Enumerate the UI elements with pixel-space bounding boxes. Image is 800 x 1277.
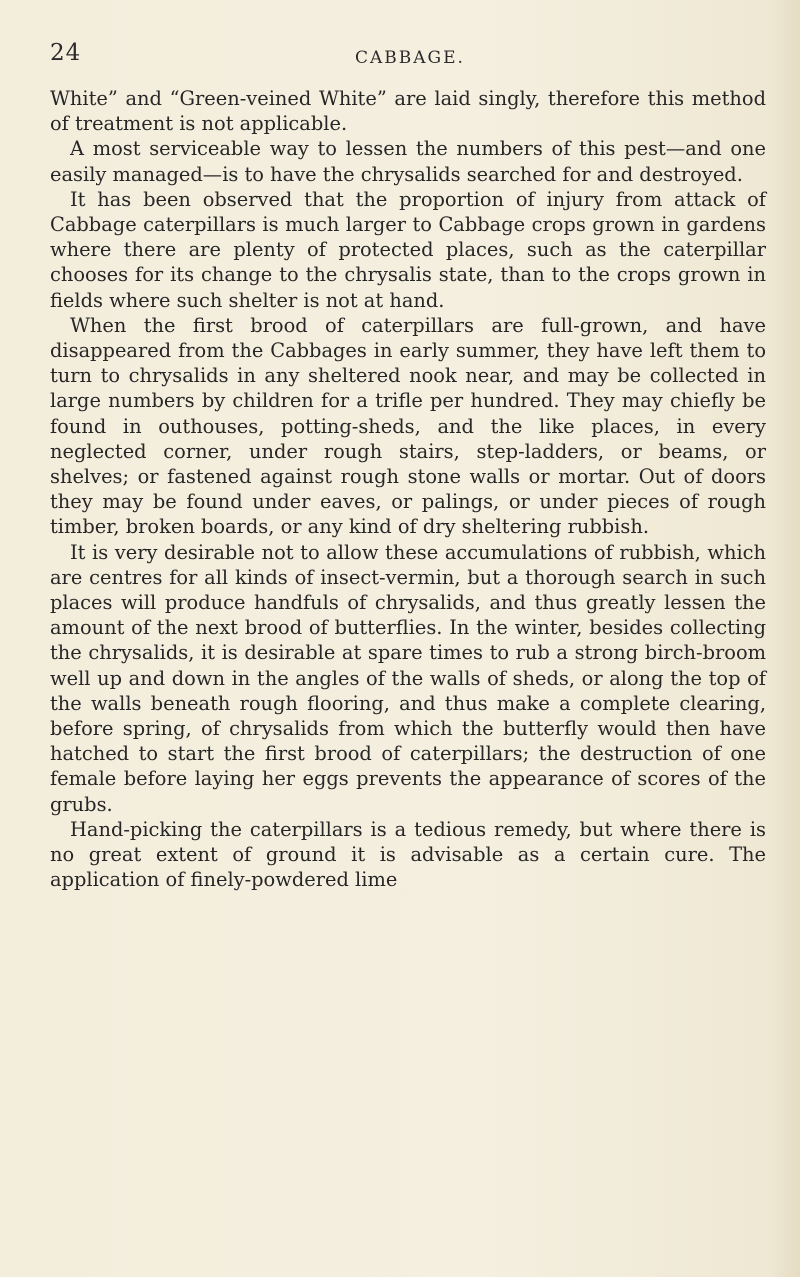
paragraph: White” and “Green-veined White” are laid singly, therefore this method of treatment is not applicable. bbox=[50, 87, 766, 136]
page-header bbox=[50, 40, 760, 74]
paragraph: A most serviceable way to lessen the numbers of this pest—and one easily managed—is to have the chrysalids searched for and destroyed. bbox=[50, 137, 766, 186]
paragraph: It has been observed that the proportion of injury from attack of Cabbage caterpillars is much larger to Cabbage crops grown in gardens where there are plenty of protected places, such as the caterpillar chooses for its change to the chrysalis state, than to the crops grown in fields where such shelter is not at hand. bbox=[50, 187, 766, 312]
paragraph: When the first brood of caterpillars are full-grown, and have disappeared from the Cabbages in early summer, they have left them to turn to chrysalids in any sheltered nook near, and may be collected in large numbers by children for a trifle per hundred. They may chiefly be found in outhouses, potting-sheds, and the like places, in every neglected corner, under rough stairs, step-ladders, or beams, or shelves; or fastened against rough stone walls or mortar. Out of doors they may be found under eaves, or palings, or under pieces of rough timber, broken boards, or any kind of dry sheltering rubbish. bbox=[50, 313, 766, 539]
paragraph: Hand-picking the caterpillars is a tedious remedy, but where there is no great extent of ground it is advisable as a certain cure. The application of finely-powdered lime bbox=[50, 817, 766, 892]
body-text bbox=[50, 86, 766, 893]
running-head: CABBAGE. bbox=[355, 48, 465, 68]
paragraph: It is very desirable not to allow these accumulations of rubbish, which are centres for all kinds of insect-vermin, but a thorough search in such places will produce handfuls of chrysalids, and thus greatly lessen the amount of the next brood of butterflies. In the winter, besides collecting the chrysalids, it is desirable at spare times to rub a strong birch-broom well up and down in the angles of the walls of sheds, or along the top of the walls beneath rough flooring, and thus make a complete clearing, before spring, of chrysalids from which the butterfly would then have hatched to start the first brood of caterpillars; the destruction of one female before laying her eggs prevents the appearance of scores of the grubs. bbox=[50, 540, 766, 816]
page-number: 24 bbox=[50, 40, 82, 66]
